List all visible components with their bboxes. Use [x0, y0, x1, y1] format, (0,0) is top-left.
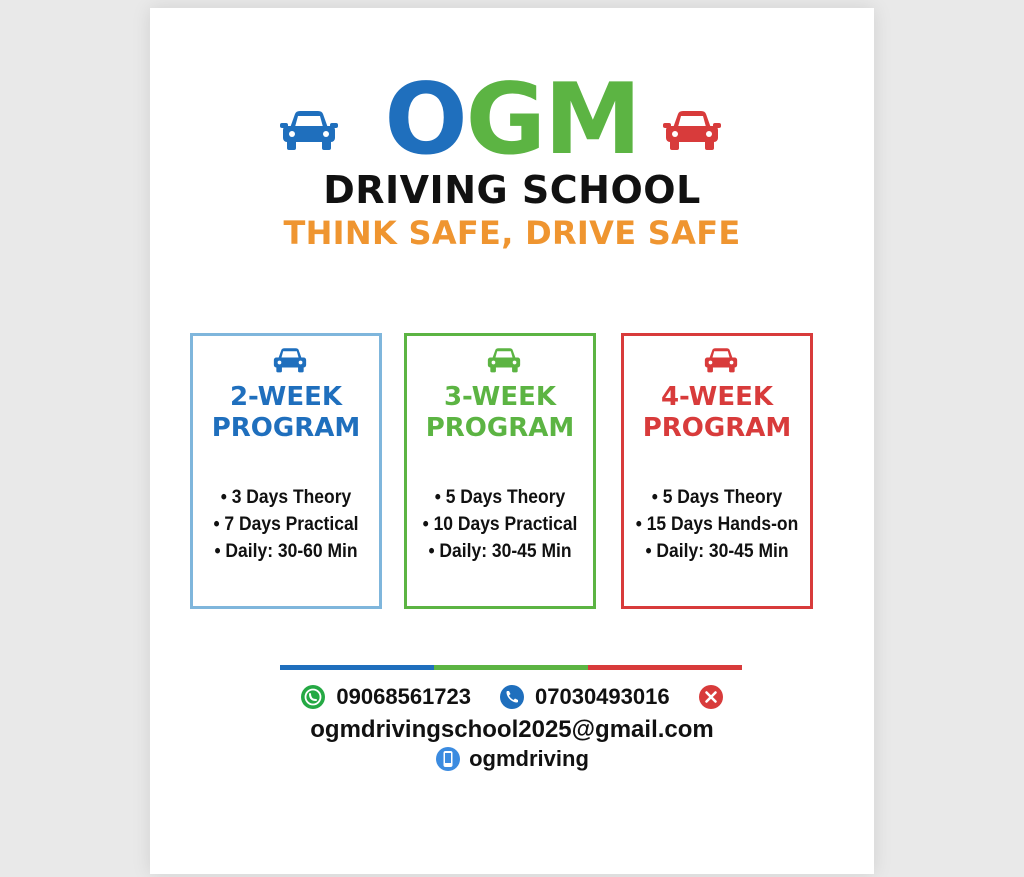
feature-item: • Daily: 30-45 Min [645, 541, 789, 562]
contact-row [150, 682, 874, 712]
car-icon [272, 346, 308, 374]
social-row [150, 744, 874, 774]
whatsapp-icon[interactable] [300, 684, 326, 710]
program-features [407, 484, 593, 565]
car-icon [486, 346, 522, 374]
social-handle[interactable]: ogmdriving [469, 746, 589, 771]
feature-item: • 5 Days Theory [651, 487, 783, 508]
program-title-line1: 4-WEEK [660, 382, 774, 412]
x-icon[interactable] [698, 684, 724, 710]
program-title [193, 382, 379, 444]
program-title [624, 382, 810, 444]
feature-item: • Daily: 30-60 Min [214, 541, 358, 562]
divider-blue [280, 665, 434, 670]
program-title-line2: PROGRAM [425, 413, 575, 443]
tagline: THINK SAFE, DRIVE SAFE [283, 214, 741, 252]
program-title-line1: 3-WEEK [443, 382, 557, 412]
divider-green [434, 665, 588, 670]
logo-letter-g: G [465, 63, 545, 177]
phone-number[interactable]: 07030493016 [535, 684, 670, 709]
program-features [193, 484, 379, 565]
email-address[interactable]: ogmdrivingschool2025@gmail.com [310, 716, 714, 743]
feature-item: • 15 Days Hands-on [635, 514, 799, 535]
subtitle: DRIVING SCHOOL [323, 168, 701, 212]
logo-letter-m: M [544, 63, 640, 177]
program-title [407, 382, 593, 444]
divider-red [588, 665, 742, 670]
color-divider [280, 665, 742, 670]
logo-letter-o: O [384, 63, 466, 177]
program-features [624, 484, 810, 565]
program-card-3-week [404, 333, 596, 609]
feature-item: • 7 Days Practical [213, 514, 359, 535]
phone-icon[interactable] [499, 684, 525, 710]
program-card-4-week [621, 333, 813, 609]
feature-item: • 10 Days Practical [422, 514, 578, 535]
car-icon [703, 346, 739, 374]
whatsapp-number[interactable]: 09068561723 [336, 684, 471, 709]
feature-item: • Daily: 30-45 Min [428, 541, 572, 562]
flyer [150, 8, 874, 874]
program-card-2-week [190, 333, 382, 609]
program-title-line2: PROGRAM [211, 413, 361, 443]
program-title-line1: 2-WEEK [229, 382, 343, 412]
feature-item: • 3 Days Theory [220, 487, 352, 508]
logo [150, 63, 874, 177]
mobile-icon [435, 746, 461, 772]
program-title-line2: PROGRAM [642, 413, 792, 443]
feature-item: • 5 Days Theory [434, 487, 566, 508]
